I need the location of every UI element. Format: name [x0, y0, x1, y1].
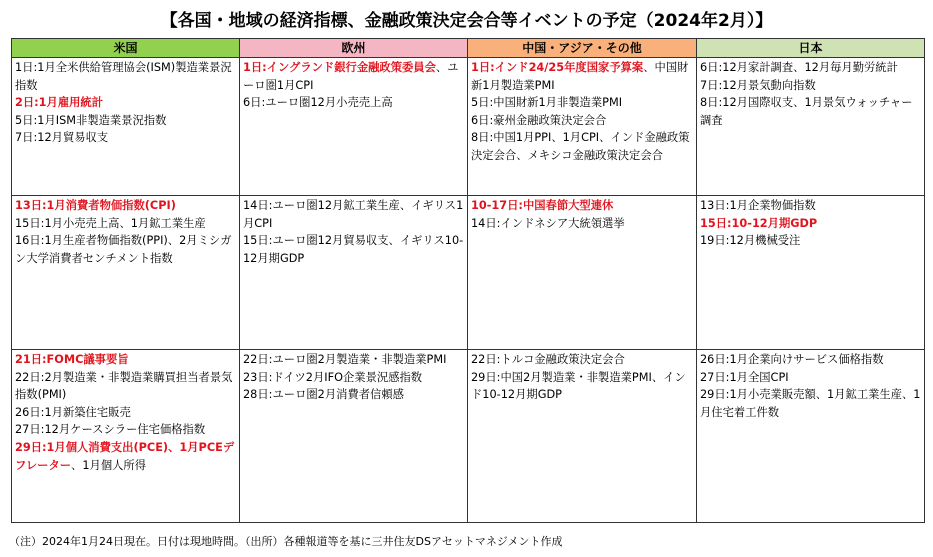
- event-item: [700, 369, 922, 387]
- event-item: [243, 369, 465, 387]
- event-item: [243, 197, 465, 232]
- table-row: [12, 350, 925, 523]
- event-item: [700, 94, 922, 129]
- cell-china-asia-other: [468, 58, 697, 196]
- event-text: 26日:1月企業向けサービス価格指数: [700, 353, 884, 366]
- event-text-highlight: 1日:インド24/25年度国家予算案: [471, 61, 644, 74]
- event-text: 15日:1月小売売上高、1月鉱工業生産: [15, 216, 206, 230]
- table-row: [12, 58, 925, 196]
- event-item: [243, 94, 465, 112]
- footnote: （注）2024年1月24日現在。日付は現地時間。（出所）各種報道等を基に三井住友DSアセットマネジメント作成: [9, 535, 563, 548]
- event-text: 14日:ユーロ圏12月鉱工業生産、イギリス1月CPI: [243, 199, 464, 230]
- event-item: [15, 369, 237, 404]
- cell-us: [12, 350, 240, 523]
- event-item: [15, 94, 237, 112]
- cell-china-asia-other: [468, 196, 697, 350]
- event-item: [700, 197, 922, 215]
- event-text: 5日:1月ISM非製造業景況指数: [15, 113, 167, 127]
- header-row: [12, 39, 925, 58]
- event-text: 7日:12月貿易収支: [15, 131, 109, 145]
- event-item: [15, 129, 237, 147]
- event-text: 6日:12月家計調査、12月毎月勤労統計: [700, 61, 898, 74]
- event-item: [471, 197, 694, 215]
- cell-europe: [240, 58, 468, 196]
- event-item: [15, 421, 237, 439]
- event-text: 19日:12月機械受注: [700, 234, 801, 248]
- event-text-highlight: 21日:FOMC議事要旨: [15, 353, 129, 366]
- column-header-us: 米国: [12, 39, 240, 58]
- column-header-japan: 日本: [697, 39, 925, 58]
- cell-europe: [240, 196, 468, 350]
- event-text: 29日:中国2月製造業・非製造業PMI、インド10-12月期GDP: [471, 370, 686, 402]
- cell-europe: [240, 350, 468, 523]
- event-text: 29日:1月小売業販売額、1月鉱工業生産、1月住宅着工件数: [700, 388, 921, 419]
- event-item: [15, 215, 237, 233]
- event-schedule-table: [11, 38, 925, 523]
- event-item: [471, 129, 694, 164]
- cell-japan: [697, 196, 925, 350]
- event-item: [471, 94, 694, 112]
- page-title: 【各国・地域の経済指標、金融政策決定会合等イベントの予定（2024年2月）】: [160, 11, 773, 31]
- event-item: [243, 59, 465, 94]
- event-text: 6日:ユーロ圏12月小売売上高: [243, 96, 393, 110]
- event-text: 5日:中国財新1月非製造業PMI: [471, 96, 623, 110]
- cell-us: [12, 196, 240, 350]
- event-text-highlight: 2日:1月雇用統計: [15, 96, 104, 110]
- event-item: [243, 351, 465, 369]
- column-header-europe: 欧州: [240, 39, 468, 58]
- event-item: [15, 351, 237, 369]
- event-item: [15, 232, 237, 267]
- cell-japan: [697, 58, 925, 196]
- event-text: 15日:ユーロ圏12月貿易収支、イギリス10-12月期GDP: [243, 234, 464, 265]
- event-text: 6日:豪州金融政策決定会合: [471, 113, 607, 127]
- event-text: 、ユーロ圏1月CPI: [243, 61, 459, 92]
- event-text: 27日:1月全国CPI: [700, 370, 789, 384]
- event-text: 13日:1月企業物価指数: [700, 199, 816, 212]
- event-text-highlight: 13日:1月消費者物価指数(CPI): [15, 199, 176, 212]
- event-item: [243, 386, 465, 404]
- event-item: [471, 59, 694, 94]
- event-item: [15, 59, 237, 94]
- event-text: 1日:1月全米供給管理協会(ISM)製造業景況指数: [15, 61, 232, 92]
- event-item: [243, 232, 465, 267]
- cell-japan: [697, 350, 925, 523]
- cell-us: [12, 58, 240, 196]
- event-item: [471, 112, 694, 130]
- event-text-highlight: 1日:イングランド銀行金融政策委員会: [243, 61, 436, 74]
- event-item: [471, 369, 694, 404]
- cell-china-asia-other: [468, 350, 697, 523]
- event-text: 14日:インドネシア大統領選挙: [471, 216, 625, 230]
- event-text: 16日:1月生産者物価指数(PPI)、2月ミシガン大学消費者センチメント指数: [15, 234, 232, 265]
- event-text: 22日:2月製造業・非製造業購買担当者景気指数(PMI): [15, 370, 233, 402]
- event-item: [700, 59, 922, 77]
- event-item: [15, 197, 237, 215]
- table-row: [12, 196, 925, 350]
- event-text: 22日:トルコ金融政策決定会合: [471, 353, 625, 366]
- event-item: [471, 215, 694, 233]
- event-text: 26日:1月新築住宅販売: [15, 405, 131, 419]
- event-text: 、中国財新1月製造業PMI: [471, 61, 689, 92]
- event-text: 27日:12月ケースシラー住宅価格指数: [15, 423, 206, 437]
- event-item: [700, 351, 922, 369]
- event-item: [15, 404, 237, 422]
- event-text: 22日:ユーロ圏2月製造業・非製造業PMI: [243, 353, 447, 366]
- event-text: 28日:ユーロ圏2月消費者信頼感: [243, 388, 404, 402]
- event-item: [700, 215, 922, 233]
- event-text: 8日:12月国際収支、1月景気ウォッチャー調査: [700, 96, 913, 127]
- event-text-highlight: 29日:1月個人消費支出(PCE)、1月PCEデフレーター: [15, 440, 235, 472]
- event-item: [700, 386, 922, 421]
- event-text: 7日:12月景気動向指数: [700, 78, 816, 92]
- event-text-highlight: 10-17日:中国春節大型連休: [471, 199, 614, 212]
- event-item: [700, 77, 922, 95]
- event-item: [700, 232, 922, 250]
- event-item: [471, 351, 694, 369]
- event-item: [15, 112, 237, 130]
- event-text: 8日:中国1月PPI、1月CPI、インド金融政策決定会合、メキシコ金融政策決定会合: [471, 131, 690, 162]
- event-text: 23日:ドイツ2月IFO企業景況感指数: [243, 370, 423, 384]
- event-text: 、1月個人所得: [71, 458, 147, 472]
- event-text-highlight: 15日:10-12月期GDP: [700, 216, 818, 230]
- event-item: [15, 439, 237, 474]
- column-header-china-asia-other: 中国・アジア・その他: [468, 39, 697, 58]
